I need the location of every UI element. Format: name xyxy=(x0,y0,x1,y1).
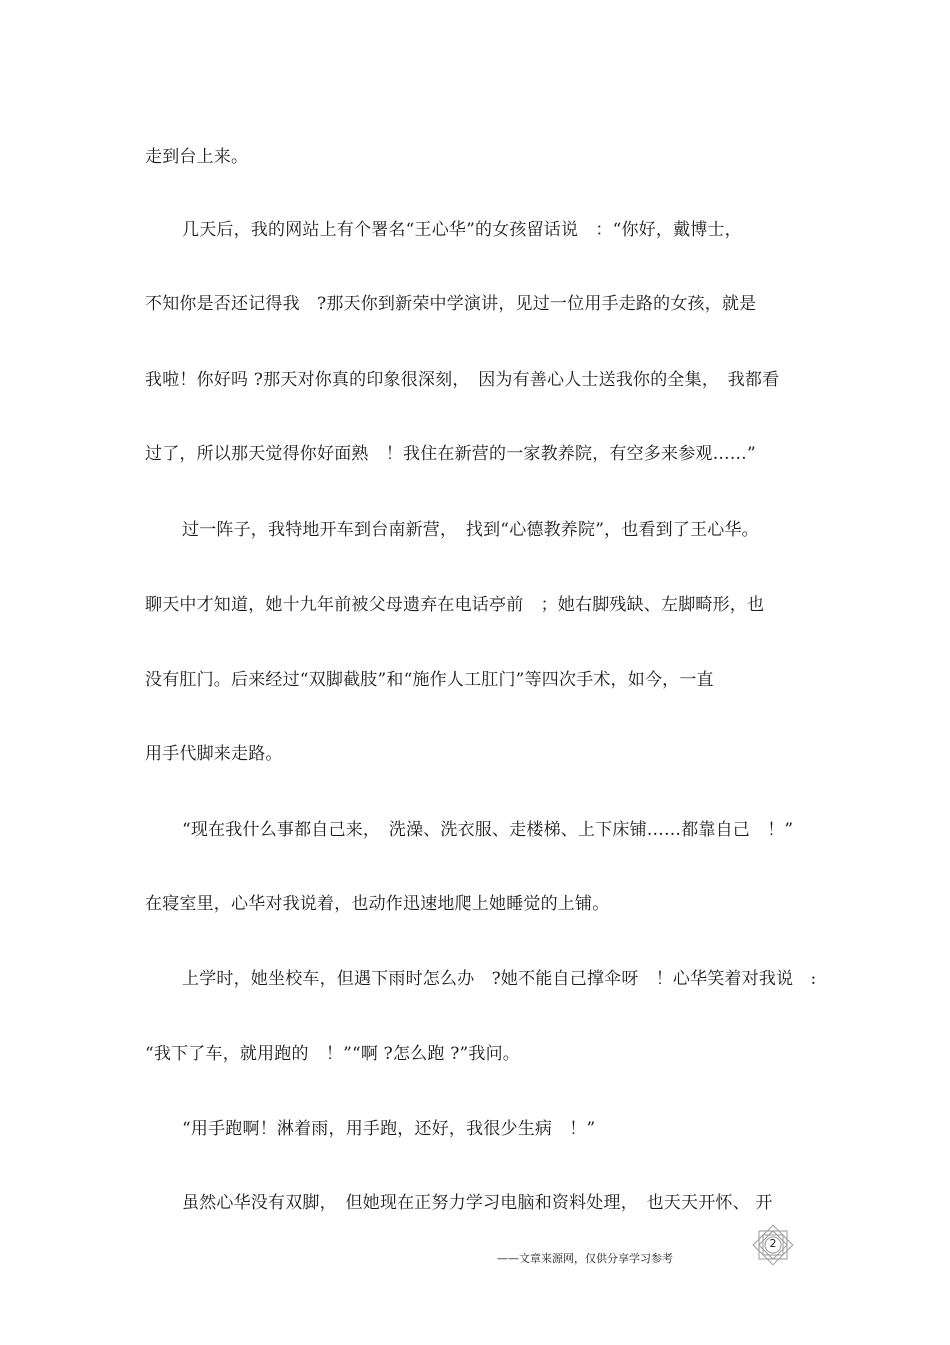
paragraph-line: 不知你是否还记得我 ?那天你到新荣中学演讲，见过一位用手走路的女孩，就是 xyxy=(145,294,757,314)
paragraph-line: 几天后，我的网站上有个署名“王心华”的女孩留话说 ：“你好，戴博士， xyxy=(182,220,742,240)
paragraph-line: 虽然心华没有双脚， 但她现在正努力学习电脑和资料处理， 也天天开怀、 开 xyxy=(182,1193,773,1213)
paragraph-line: 过一阵子，我特地开车到台南新营， 找到“心德教养院”，也看到了王心华。 xyxy=(182,520,759,540)
paragraph-line: 过了，所以那天觉得你好面熟 ！我住在新营的一家教养院，有空多来参观……” xyxy=(145,444,756,464)
paragraph-line: 上学时，她坐校车，但遇下雨时怎么办 ?她不能自己撑伞呀 ！心华笑着对我说 : xyxy=(182,969,817,989)
paragraph-line: 没有肛门。后来经过“双脚截肢”和“施作人工肛门”等四次手术，如今，一直 xyxy=(145,670,714,690)
page-number-badge xyxy=(750,1222,796,1268)
page-number: 2 xyxy=(769,1237,777,1250)
paragraph-line: 走到台上来。 xyxy=(145,147,249,167)
paragraph-line: “我下了车，就用跑的 ！”“啊 ?怎么跑 ?”我问。 xyxy=(145,1044,520,1064)
paragraph-line: “现在我什么事都自己来， 洗澡、洗衣服、走楼梯、上下床铺……都靠自己 ！” xyxy=(182,820,794,840)
paragraph-line: 我啦！你好吗 ?那天对你真的印象很深刻， 因为有善心人士送我你的全集， 我都看 xyxy=(145,370,780,390)
footer-source-note: ——文章来源网，仅供分享学习参考 xyxy=(497,1252,673,1265)
paragraph-line: 用手代脚来走路。 xyxy=(145,744,283,764)
paragraph-line: 在寝室里，心华对我说着，也动作迅速地爬上她睡觉的上铺。 xyxy=(145,894,610,914)
paragraph-line: “用手跑啊！淋着雨，用手跑，还好，我很少生病 ！” xyxy=(182,1119,596,1139)
paragraph-line: 聊天中才知道，她十九年前被父母遗弃在电话亭前 ；她右脚残缺、左脚畸形，也 xyxy=(145,595,765,615)
